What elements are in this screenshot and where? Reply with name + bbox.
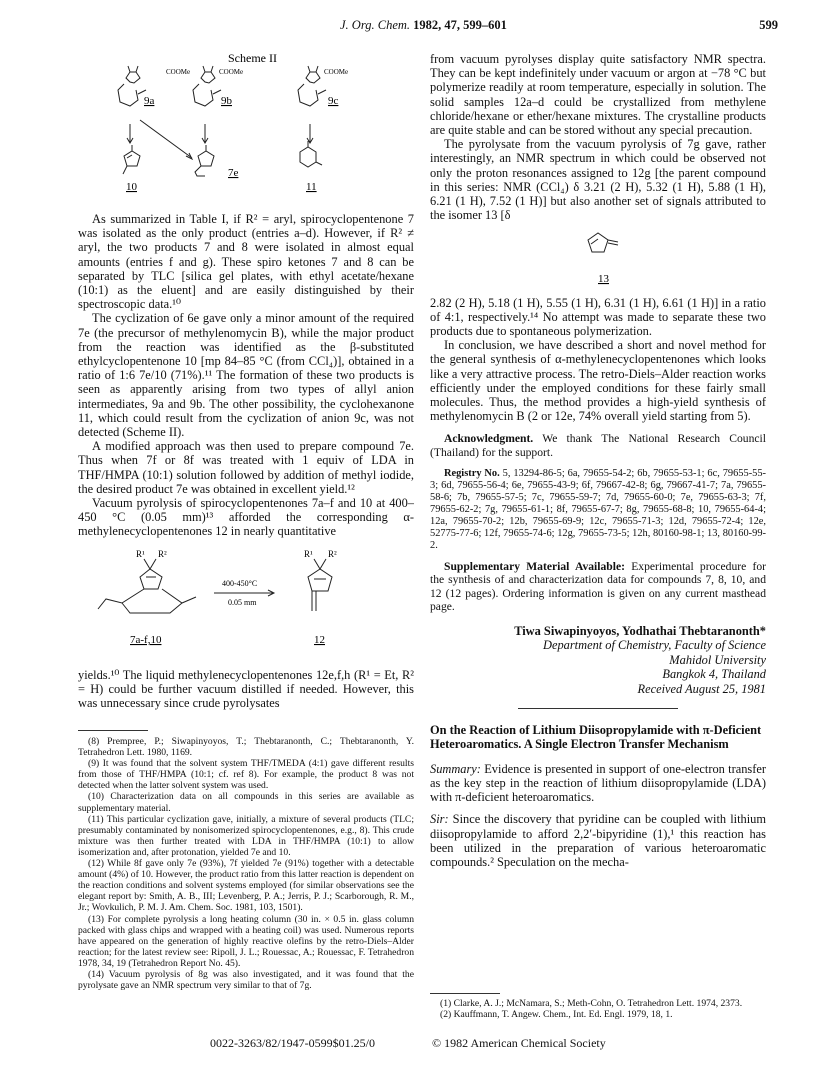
article-separator (518, 708, 678, 709)
footnotes-left (78, 736, 414, 991)
supplementary-head: Supplementary Material Available: (444, 559, 625, 573)
label-9c: 9c (328, 95, 339, 107)
product-r2: R² (328, 548, 337, 559)
scheme-ii (78, 48, 414, 208)
scheme-ii-drawing (78, 48, 414, 208)
acknowledgment-text: We thank The National Research Council (Thailand) for the support. (430, 432, 766, 460)
journal-reference (340, 18, 507, 33)
ester-label-9c: COOMe (324, 68, 349, 76)
ester-label-9a: COOMe (166, 68, 191, 76)
footnote: (1) Clarke, A. J.; McNamara, S.; Meth-Cohn, O. Tetrahedron Lett. 1974, 2373. (440, 998, 743, 1009)
summary-text: Evidence is presented in support of one-electron transfer as the key step in the reaction of lithium diisopropylamide (LDA) with π-deficient heteroaromatics. (430, 761, 766, 805)
author-city: Bangkok 4, Thailand (662, 667, 766, 682)
left-paragraph: As summarized in Table I, if R² = aryl, spirocyclopentenone 7 was isolated as the only product (entries a–d). However, if R² ≠ aryl, the two products 7 and 8 were isolated in almost equal amounts (entries f and g). These spiro ketones 7 and 8 can be separated by TLC [silica gel plates, with ethyl acetate/hexane (10:1) as the eluent] and are easily distinguished by their spectroscopic data.¹⁰ (78, 212, 414, 312)
volume-line: 1982, 47, 599–601 (413, 18, 507, 32)
copyright: © 1982 American Chemical Society (432, 1036, 606, 1050)
right-paragraph: from vacuum pyrolyses display quite satisfactory NMR spectra. They can be kept indefinitely under vacuum or argon at −78 °C but polymerize readily at room temperature, especially in solution. The solid samples 12a–d could be crystallized from methylene chloride/hexane or ether/hexane mixtures. The crystalline products are quite stable and can be stored without any special precaution. (430, 52, 766, 138)
sir-label: Sir: (430, 812, 449, 827)
footnote: (2) Kauffmann, T. Angew. Chem., Int. Ed. Engl. 1979, 18, 1. (440, 1009, 673, 1021)
conditions-temperature: 400-450°C (222, 578, 258, 588)
label-11: 11 (306, 181, 317, 193)
label-7e: 7e (228, 167, 239, 179)
footnote: (14) Vacuum pyrolysis of 8g was also investigated, and it was found that the pyrolysate gave an NMR spectrum very similar to that of 7g. (78, 968, 414, 992)
registry-head: Registry No. (444, 467, 500, 479)
footnote: (11) This particular cyclization gave, initially, a mixture of several products (TLC; presumably contaminated by nonisomerized spirocyclopentenones, e.g., 8). This crude mixture was then further treated with LDA in THF/HMPA (10:1) to allow isomerization and, after protonation, yielded 7e and 10. (78, 813, 414, 858)
running-header (0, 18, 820, 36)
right-column (430, 52, 766, 869)
compound-13-label: 13 (598, 273, 609, 286)
scheme-title: Scheme II (228, 51, 277, 65)
footnote-rule-right (430, 993, 500, 994)
left-paragraph-continued: yields.¹⁰ The liquid methylenecyclopentenones 12e,f,h (R¹ = Et, R² = H) could be further vacuum distilled if needed. However, this was unnecessary since crude pyrolysates (78, 667, 414, 711)
footnote: (8) Prempree, P.; Siwapinyoyos, T.; Thebtaranonth, C.; Thebtaranonth, Y. Tetrahedron Lett. 1980, 1169. (78, 736, 414, 759)
reactant-r1: R¹ (136, 548, 145, 559)
label-9b: 9b (221, 95, 232, 107)
left-paragraph: The cyclization of 6e gave only a minor amount of the required 7e (the precursor of methylenomycin B), while the major product from the reaction was identified as the β-substituted ethylcyclopentenone 10 [mp 84–85 °C (from CCl₄)], obtained in a ratio of 1:6 7e/10 (71%).¹¹ The formation of these two products is seen as apparently arising from two types of allyl anion intermediates, 9a and 9b. The other possibility, the cyclohexanone 11, which could result from the cyclization of anion 9c, was not detected (Scheme II). (78, 311, 414, 440)
footnotes-right (430, 998, 766, 1020)
author-block (430, 624, 766, 696)
registry-text: 5, 13294-86-5; 6a, 79655-54-2; 6b, 79655-53-1; 6c, 79655-55-3; 6d, 79655-56-4; 6e, 79655-43-9; 6f, 79667-42-8; 6g, 79667-41-7; 7a, 79655-58-6; 7b, 79655-57-5; 7c, 79655-59-7; 7d, 79655-60-0; 7e, 79655-63-3; 7f, 79655-62-2; 7g, 79655-61-1; 8f, 79655-67-7; 8g, 79655-68-8; 10, 79655-64-4; 12a, 79655-70-2; 12b, 79655-69-9; 12c, 79655-71-3; 12d, 79655-72-4; 12e, 52775-77-6; 12f, 79655-74-6; 12g, 79655-73-5; 12h, 80160-98-1; 13, 80160-99-2. (430, 467, 766, 551)
label-10: 10 (126, 181, 137, 193)
footnote-rule-left (78, 730, 148, 731)
registry-numbers (430, 468, 766, 552)
acknowledgment-head: Acknowledgment. (444, 432, 534, 446)
ester-label-9b: COOMe (219, 68, 244, 76)
next-article-title: On the Reaction of Lithium Diisopropylamide with π-Deficient Heteroaromatics. A Single Electron Transfer Mechanism (430, 723, 762, 752)
reactant-r2: R² (158, 548, 167, 559)
left-paragraph: A modified approach was then used to prepare compound 7e. Thus when 7f or 8f was treated with 1 equiv of LDA in THF/HMPA (10:1) solution followed by addition of methyl iodide, the desired product 7e was obtained in excellent yield.¹² (78, 439, 414, 496)
label-9a: 9a (144, 95, 155, 107)
author-university: Mahidol University (669, 652, 766, 667)
product-r1: R¹ (304, 548, 313, 559)
footnote: (13) For complete pyrolysis a long heating column (30 in. × 0.5 in. glass column packed with glass chips and wrapped with a heating coil) was used. Numerous reports have appeared on the generation of highly reactive olefins by the retro-Diels–Alder reaction; for the latest review see: Ripoll, J. L.; Rouessac, A.; Rouessac, F. Tetrahedron 1978, 34, 19 (Tetrahedron Report No. 45). (78, 913, 414, 969)
right-paragraph: The pyrolysate from the vacuum pyrolysis of 7g gave, rather interestingly, an NMR spectrum in which could be observed not only the proton resonances assigned to 12g [the parent compound in this series: NMR (CCl₄) δ 3.21 (2 H), 5.32 (1 H), 5.88 (1 H), 6.21 (1 H), 7.52 (1 H)] but also another set of signals attributed to the isomer 13 [δ (430, 137, 766, 223)
sir-paragraph (430, 812, 766, 869)
conditions-pressure: 0.05 mm (228, 597, 257, 607)
right-paragraph: 2.82 (2 H), 5.18 (1 H), 5.55 (1 H), 6.31 (1 H), 6.61 (1 H)] in a ratio of 4:1, respectively.¹⁴ No attempt was made to separate these two products due to spontaneous polymerization. (430, 295, 766, 339)
left-column (78, 212, 414, 710)
article-code: 0022-3263/82/1947-0599$01.25/0 (210, 1036, 375, 1050)
supplementary-material (430, 560, 766, 614)
journal-name: J. Org. Chem. (340, 18, 411, 32)
pyrolysis-reaction-scheme (78, 543, 414, 661)
received-date: Received August 25, 1981 (637, 681, 766, 696)
footnote: (12) While 8f gave only 7e (93%), 7f yielded 7e (91%) together with a detectable amount (4%) of 10. However, the product ratio from this latter reaction is dependent on the reaction conditions and solvent systems employed (for similar observations see the elegant report by: Smith, A. B., III; Levenberg, P. A.; Jerris, P. J.; Scarborough, R. M., Jr.; Wovkulich, P. M. J. Am. Chem. Soc. 1981, 103, 1501). (78, 858, 414, 914)
compound-13-structure (430, 224, 766, 290)
acknowledgment (430, 432, 766, 459)
author-department: Department of Chemistry, Faculty of Science (543, 638, 766, 653)
summary-label: Summary: (430, 761, 481, 776)
footnote: (9) It was found that the solvent system THF/TMEDA (4:1) gave different results from those of THF/HMPA (10:1; cf. ref 8). For example, the product 8 was not detected when the latter solvent system was used. (78, 758, 414, 792)
right-paragraph: In conclusion, we have described a short and novel method for the general synthesis of α-methylenecyclopentenones which looks like a very attractive process. The retro-Diels–Alder reaction works efficiently under the employed conditions for these fairly small molecules. Thus, the method provides a high-yield synthesis of methylenomycin B (2 or 12e, 74% overall yield starting from 5). (430, 338, 766, 424)
left-paragraph: Vacuum pyrolysis of spirocyclopentenones 7a–f and 10 at 400–450 °C (0.05 mm)¹³ afforded the corresponding α-methylenecyclopentenones 12 in nearly quantitative (78, 496, 414, 539)
sir-text: Since the discovery that pyridine can be coupled with lithium diisopropylamide to afford 2,2′-bipyridine (1),¹ this reaction has been utilized in the preparation of various heteroaromatic compounds.² Speculation on the mecha- (430, 812, 766, 870)
reactant-label: 7a-f,10 (130, 633, 162, 646)
supplementary-text: Experimental procedure for the synthesis of and characterization data for compounds 7, 8, 10, and 12 (12 pages). Ordering information is given on any current masthead page. (430, 559, 766, 614)
footnote: (10) Characterization data on all compounds in this series are available as supplementary material. (78, 791, 414, 814)
product-label: 12 (314, 633, 325, 646)
page-number: 599 (759, 18, 778, 32)
summary (430, 762, 766, 805)
author-names: Tiwa Siwapinyoyos, Yodhathai Thebtaranonth* (514, 624, 766, 639)
